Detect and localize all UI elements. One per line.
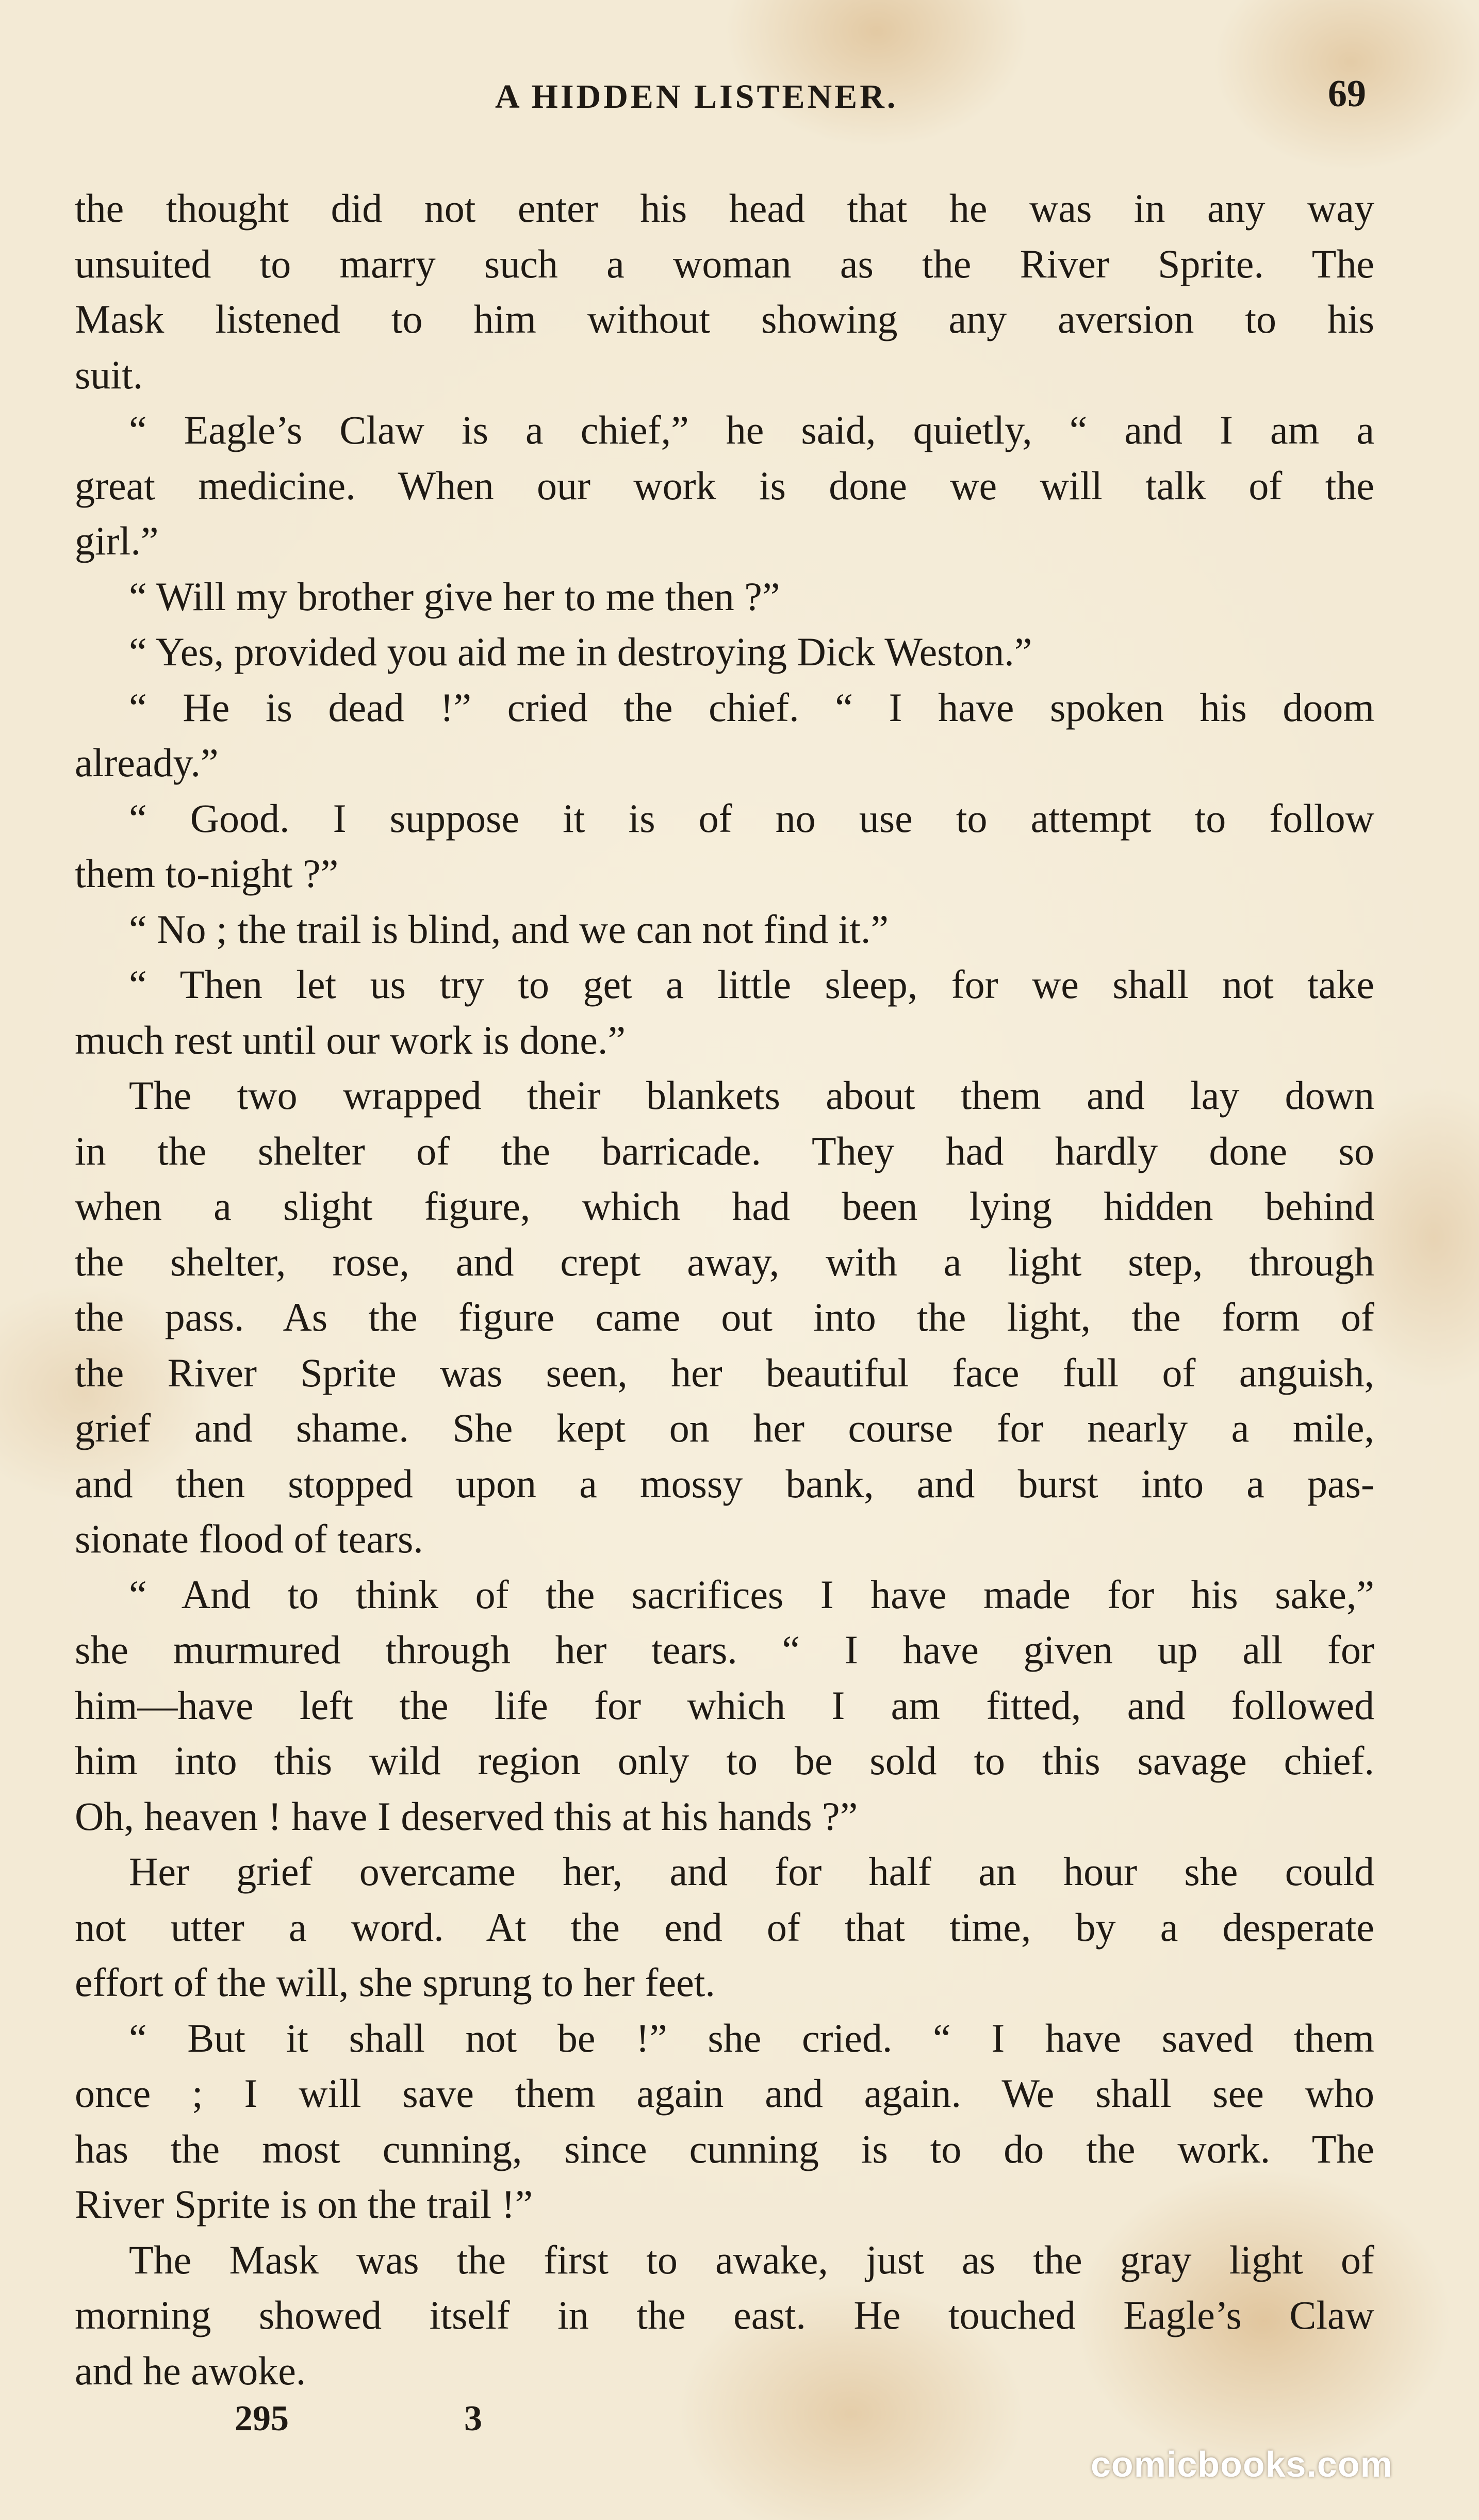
text-line: River Sprite is on the trail !” bbox=[75, 2182, 533, 2227]
text-line: when a slight figure, which had been lying hidden behind bbox=[75, 1184, 1374, 1229]
text-line: “ But it shall not be !” she cried. “ I have saved them bbox=[129, 2015, 1374, 2060]
text-line: The Mask was the first to awake, just as the gray light of bbox=[129, 2237, 1374, 2282]
page-number: 69 bbox=[1328, 73, 1366, 115]
text-line: effort of the will, she sprung to her feet. bbox=[75, 1960, 715, 2005]
text-line: and then stopped upon a mossy bank, and burst into a pas- bbox=[75, 1461, 1374, 1506]
text-line: “ Yes, provided you aid me in destroying Dick Weston.” bbox=[129, 629, 1032, 674]
text-line: “ Good. I suppose it is of no use to attempt to follow bbox=[129, 795, 1374, 841]
text-line: girl.” bbox=[75, 518, 159, 563]
running-title: A HIDDEN LISTENER. bbox=[495, 78, 898, 116]
text-line: grief and shame. She kept on her course for nearly a mile, bbox=[75, 1405, 1374, 1450]
text-line: Her grief overcame her, and for half an hour she could bbox=[129, 1849, 1374, 1894]
text-line: already.” bbox=[75, 740, 219, 785]
body-text bbox=[75, 181, 1374, 2398]
text-line: “ Then let us try to get a little sleep, for we shall not take bbox=[129, 962, 1374, 1007]
text-line: “ Eagle’s Claw is a chief,” he said, quietly, “ and I am a bbox=[129, 407, 1374, 452]
text-line: great medicine. When our work is done we will talk of the bbox=[75, 463, 1374, 508]
text-line: The two wrapped their blankets about them and lay down bbox=[129, 1073, 1374, 1118]
text-line: not utter a word. At the end of that time, by a desperate bbox=[75, 1904, 1374, 1950]
text-line: Mask listened to him without showing any aversion to his bbox=[75, 297, 1374, 341]
text-line: she murmured through her tears. “ I have given up all for bbox=[75, 1627, 1374, 1672]
text-line: and he awoke. bbox=[75, 2348, 306, 2393]
text-line: suit. bbox=[75, 352, 143, 397]
text-line: him into this wild region only to be sold to this savage chief. bbox=[75, 1738, 1374, 1783]
text-line: “ No ; the trail is blind, and we can not find it.” bbox=[129, 906, 889, 952]
text-line: “ Will my brother give her to me then ?” bbox=[129, 574, 780, 619]
text-line: the thought did not enter his head that he was in any way bbox=[75, 186, 1374, 231]
text-line: once ; I will save them again and again. We shall see who bbox=[75, 2071, 1374, 2116]
text-line: unsuited to marry such a woman as the River Sprite. The bbox=[75, 241, 1374, 286]
text-line: the pass. As the figure came out into the light, the form of bbox=[75, 1295, 1374, 1339]
signature-number: 295 bbox=[235, 2399, 289, 2439]
page-footer bbox=[0, 2398, 1479, 2450]
text-line: the River Sprite was seen, her beautiful face full of anguish, bbox=[75, 1350, 1374, 1395]
text-line: has the most cunning, since cunning is to do the work. The bbox=[75, 2126, 1374, 2171]
watermark: comicbooks.com bbox=[1091, 2444, 1393, 2484]
text-line: “ He is dead !” cried the chief. “ I have spoken his doom bbox=[129, 684, 1374, 730]
text-line: in the shelter of the barricade. They had hardly done so bbox=[75, 1128, 1374, 1173]
running-head bbox=[0, 72, 1479, 129]
text-line: him—have left the life for which I am fitted, and followed bbox=[75, 1682, 1374, 1728]
text-line: the shelter, rose, and crept away, with a light step, through bbox=[75, 1239, 1374, 1284]
text-line: them to-night ?” bbox=[75, 851, 339, 896]
text-line: “ And to think of the sacrifices I have made for his sake,” bbox=[129, 1572, 1374, 1617]
text-line: Oh, heaven ! have I deserved this at his hands ?” bbox=[75, 1793, 858, 1839]
sheet-number: 3 bbox=[464, 2399, 482, 2439]
text-line: sionate flood of tears. bbox=[75, 1516, 423, 1561]
text-line: much rest until our work is done.” bbox=[75, 1017, 626, 1062]
text-line: morning showed itself in the east. He touched Eagle’s Claw bbox=[75, 2293, 1374, 2337]
